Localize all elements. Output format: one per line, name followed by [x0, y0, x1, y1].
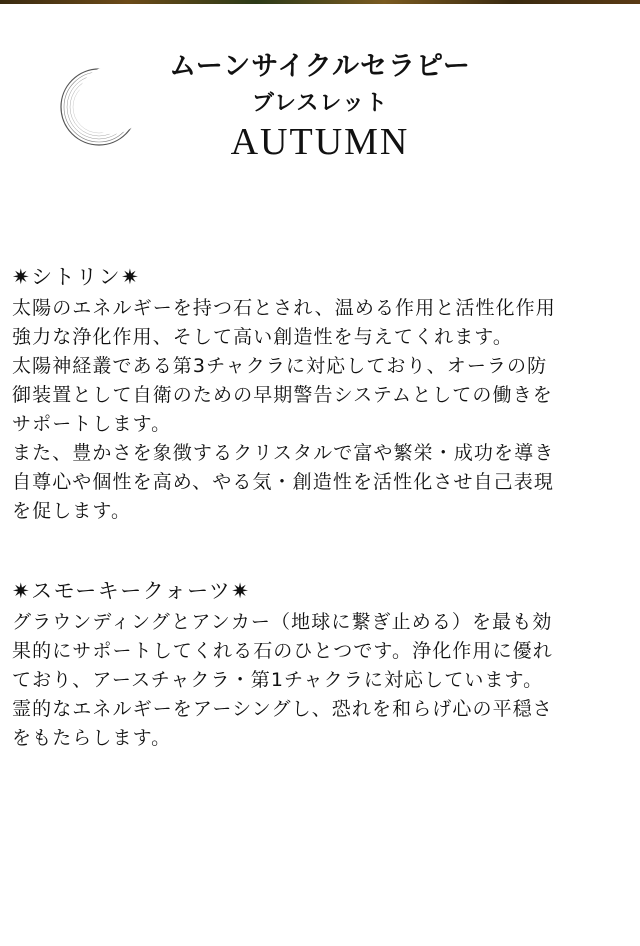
body-line: 強力な浄化作用、そして高い創造性を与えてくれます。 — [12, 326, 513, 348]
body-line: 自尊心や個性を高め、やる気・創造性を活性化させ自己表現 — [12, 471, 554, 493]
section-body — [12, 608, 632, 753]
season-label: AUTUMN — [230, 121, 410, 163]
section-citrine — [12, 262, 632, 526]
body-line: 御装置として自衛のための早期警告システムとしての働きを — [12, 384, 553, 406]
section-heading: ✷シトリン✷ — [12, 265, 141, 289]
body-line: を促します。 — [12, 500, 132, 522]
body-line: また、豊かさを象徴するクリスタルで富や繁栄・成功を導き — [12, 442, 555, 464]
body-line: ており、アースチャクラ・第1チャクラに対応しています。 — [12, 669, 544, 691]
body-line: グラウンディングとアンカー（地球に繋ぎ止める）を最も効 — [12, 611, 553, 633]
section-smoky-quartz — [12, 576, 632, 753]
section-heading: ✷スモーキークォーツ✷ — [12, 579, 251, 603]
page-title: ムーンサイクルセラピー — [169, 51, 471, 82]
section-body — [12, 294, 632, 526]
top-decorative-strip — [0, 0, 640, 4]
body-line: 太陽神経叢である第3チャクラに対応しており、オーラの防 — [12, 355, 548, 377]
body-line: 太陽のエネルギーを持つ石とされ、温める作用と活性化作用 — [12, 297, 556, 319]
body-line: 霊的なエネルギーをアーシングし、恐れを和らげ心の平穏さ — [12, 698, 553, 720]
page-subtitle: ブレスレット — [251, 91, 389, 116]
body-line: 果的にサポートしてくれる石のひとつです。浄化作用に優れ — [12, 640, 553, 662]
body-line: をもたらします。 — [12, 727, 172, 749]
body-line: サポートします。 — [12, 413, 172, 435]
